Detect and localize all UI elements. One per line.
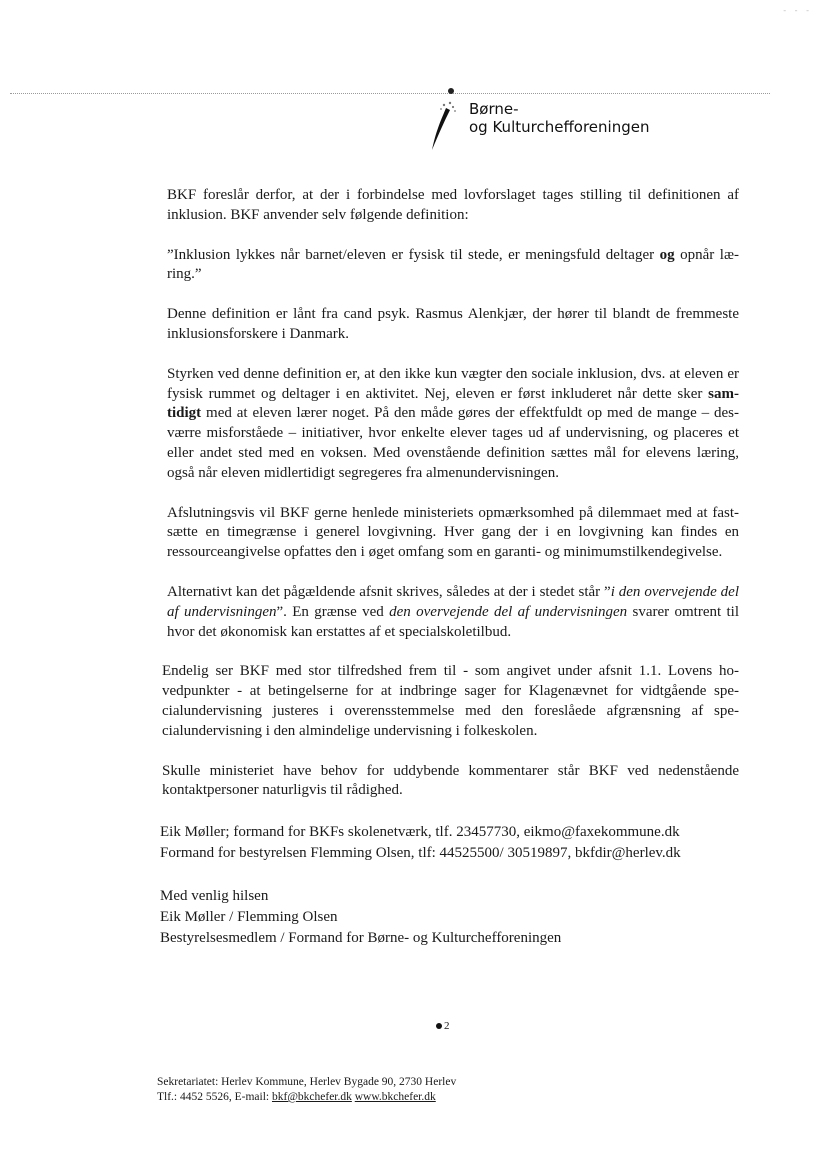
closing-signatories: Eik Møller / Flemming Olsen (160, 909, 338, 925)
alternative-italic-2: den overvejende del af undervisningen (389, 603, 628, 620)
scan-corner-mark: - - - (783, 6, 812, 15)
paragraph-definition-quote (167, 246, 739, 286)
page-number (436, 1020, 450, 1032)
footer-email-link[interactable]: bkf@bkchefer.dk (271, 1091, 352, 1103)
logo-line-2: og Kulturchefforeningen (469, 118, 650, 136)
paragraph-contact-offer: Skulle ministeriet have behov for uddybende kommentarer står BKF ved nedenstående kontaktpersoner naturligvis til rådighed. (162, 762, 739, 799)
paragraph-definition-strength (167, 365, 739, 484)
logo-dot-icon (448, 88, 454, 94)
page-bullet-icon (436, 1023, 442, 1029)
quote-bold-word: og (659, 246, 675, 263)
closing-greeting: Med venlig hilsen (160, 888, 269, 904)
alternative-text-mid: ”. En grænse ved (276, 603, 390, 620)
footer-address: Sekretariatet: Herlev Kommune, Herlev Bygade 90, 2730 Herlev (157, 1076, 457, 1088)
quote-text-end: opnår læ-ring.” (167, 246, 739, 283)
paragraph-klagenaevnet: Endelig ser BKF med stor tilfredshed frem til - som angivet under afsnit 1.1. Lovens ho-vedpunkter - at betingelserne for at indbringe sager for Klagenævnet for vidtgående spe-cialundervisning justeres i overensstemmelse med den foreslåede afgrænsning af spe-cialundervisning i den almindelige undervisning i folkeskolen. (162, 663, 739, 739)
quote-text-start: ”Inklusion lykkes når barnet/eleven er fysisk til stede, er meningsfuld deltager (167, 246, 660, 263)
footer-phone-email-label: Tlf.: 4452 5526, E-mail: (157, 1091, 272, 1103)
logo-figure-icon (424, 100, 464, 152)
strength-text-end: med at eleven lærer noget. På den måde gøres der effektfuldt op med de mange – des-værre misforståede – initiativer, hvor enkelte elever tages ud af undervisning, og placeres et eller andet sted med en voksen. Med ovenstående definition sættes mål for elevens læring, også når eleven midlertidigt segregeres fra almenundervisningen. (167, 405, 739, 481)
footer-contact-line (157, 1090, 456, 1105)
paragraph-time-limit-dilemma: Afslutningsvis vil BKF gerne henlede ministeriets opmærksomhed på dilemmaet med at fast-sætte en timegrænse i generel lovgivning. Hver gang der i en lovgivning kan findes en ressourceangivelse opfattes den i øget omfang som en garanti- og minimumstilkendegivelse. (167, 504, 739, 561)
alternative-italic-1: i den overvejende del af undervisningen (167, 583, 739, 620)
footer (157, 1075, 456, 1105)
contact-line-eik: Eik Møller; formand for BKFs skolenetværk, tlf. 23457730, eikmo@faxekommune.dk (160, 824, 680, 840)
strength-bold-word: sam-tidigt (167, 385, 739, 422)
header-dotted-rule (10, 93, 770, 94)
alternative-text-end: svarer omtrent til hvor det økonomisk kan erstattes af et specialskoletilbud. (167, 603, 739, 640)
organization-logo-text (469, 100, 649, 136)
strength-text-start: Styrken ved denne definition er, at den ikke kun vægter den sociale inklusion, dvs. at eleven er fysisk rummet og deltager i en aktivitet. Nej, eleven er først inkluderet når dette sker (167, 365, 739, 402)
contact-line-flemming: Formand for bestyrelsen Flemming Olsen, tlf: 44525500/ 30519897, bkfdir@herlev.dk (160, 845, 681, 861)
footer-website-link[interactable]: www.bkchefer.dk (354, 1091, 436, 1103)
paragraph-definition-source: Denne definition er lånt fra cand psyk. Rasmus Alenkjær, der hører til blandt de fremmeste inklusionsforskere i Danmark. (167, 306, 739, 342)
letter-closing (160, 886, 760, 949)
letter-body (162, 186, 739, 821)
contact-persons (160, 822, 760, 864)
logo-line-1: Børne- (469, 100, 519, 118)
paragraph-definition-proposal: BKF foreslår derfor, at der i forbindelse med lovforslaget tages stilling til definitionen af inklusion. BKF anvender selv følgende definition: (167, 187, 739, 223)
alternative-text-start: Alternativt kan det pågældende afsnit skrives, således at der i stedet står ” (167, 583, 611, 600)
paragraph-alternative-wording (167, 583, 739, 642)
page-number-value: 2 (444, 1020, 450, 1032)
closing-titles: Bestyrelsesmedlem / Formand for Børne- og Kulturchefforeningen (160, 930, 562, 946)
